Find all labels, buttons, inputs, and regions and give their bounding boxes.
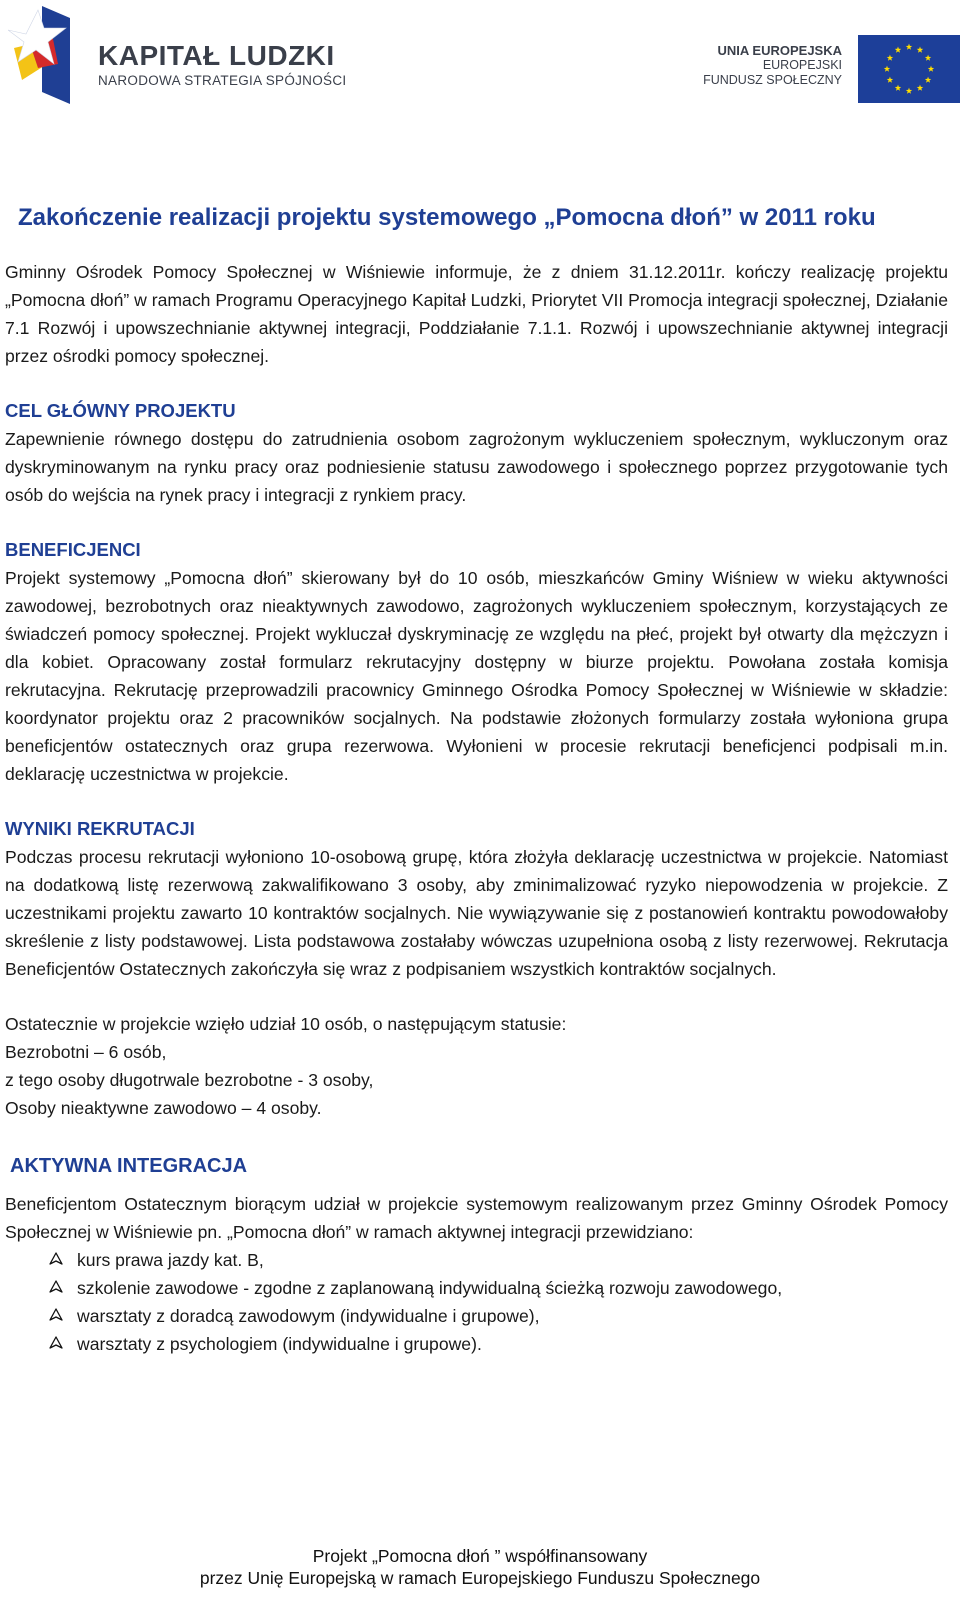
list-item-text: szkolenie zawodowe - zgodne z zaplanowaną indywidualną ścieżką rozwoju zawodowego, — [77, 1278, 783, 1298]
list-item-text: kurs prawa jazdy kat. B, — [77, 1250, 264, 1270]
eu-logo-line1: UNIA EUROPEJSKA — [717, 43, 842, 58]
eu-logo-line2: EUROPEJSKI — [762, 58, 842, 72]
page-footer — [0, 1545, 960, 1589]
eu-logo — [703, 33, 960, 105]
kapital-ludzki-logo-icon — [8, 4, 74, 108]
section-heading-beneficiaries: BENEFICJENCI — [5, 539, 141, 560]
beneficiaries-paragraph: Projekt systemowy „Pomocna dłoń” skierowany był do 10 osób, mieszkańców Gminy Wiśniew w wieku aktywności zawodowej, bezrobotnych oraz nieaktywnych zawodowo, zagrożonych wykluczeniem społecznym, korzystających ze świadczeń pomocy społecznej. Projekt wykluczał dyskryminację ze względu na płeć, projekt był otwarty dla mężczyzn i dla kobiet. Opracowany został formularz rekrutacyjny dostępny w biurze projektu. Powołana została komisja rekrutacyjna. Rekrutację przeprowadzili pracownicy Gminnego Ośrodka Pomocy Społecznej w Wiśniewie w składzie: koordynator projektu oraz 2 pracowników socjalnych. Na podstawie złożonych formularzy została wyłoniona grupa beneficjentów ostatecznych oraz grupa rezerwowa. Wyłonieni w procesie rekrutacji beneficjenci podpisali m.in. deklarację uczestnictwa w projekcie. — [5, 568, 948, 784]
integration-paragraph: Beneficjentom Ostatecznym biorącym udział w projekcie systemowym realizowanym przez Gminny Ośrodek Pomocy Społecznej w Wiśniewie pn. „Pomocna dłoń” w ramach aktywnej integracji przewidziano: — [5, 1194, 948, 1242]
section-heading-results: WYNIKI REKRUTACJI — [5, 818, 195, 839]
results-paragraph: Podczas procesu rekrutacji wyłoniono 10-osobową grupę, która złożyła deklarację uczestnictwa w projekcie. Natomiast na dodatkową listę rezerwową zakwalifikowano 3 osoby, aby zminimalizować ryzyko niepowodzenia w projekcie. Z uczestnikami projektu zawarto 10 kontraktów socjalnych. Nie wywiązywanie się z postanowień kontraktu powodowałoby skreślenie z listy podstawowej. Lista podstawowa zostałaby wówczas uzupełniona osobą z listy rezerwowej. Rekrutacja Beneficjentów Ostatecznych zakończyła się wraz z podpisaniem wszystkich kontraktów socjalnych. — [5, 847, 948, 979]
document-body — [5, 258, 948, 1358]
list-item — [49, 1274, 948, 1302]
list-item — [49, 1246, 948, 1274]
status-line: z tego osoby długotrwale bezrobotne - 3 osoby, — [5, 1070, 374, 1090]
list-item-text: warsztaty z psychologiem (indywidualne i grupowe). — [77, 1334, 482, 1354]
status-line: Ostatecznie w projekcie wzięło udział 10 osób, o następującym statusie: — [5, 1014, 567, 1034]
section-heading-goal: CEL GŁÓWNY PROJEKTU — [5, 400, 236, 421]
eu-logo-line3: FUNDUSZ SPOŁECZNY — [703, 73, 842, 87]
arrowhead-bullet-icon — [49, 1336, 63, 1350]
arrowhead-bullet-icon — [49, 1308, 63, 1322]
list-item — [49, 1330, 948, 1358]
footer-line2: przez Unię Europejską w ramach Europejskiego Funduszu Społecznego — [199, 1568, 761, 1588]
footer-line1: Projekt „Pomocna dłoń ” współfinansowany — [312, 1546, 648, 1566]
status-line: Bezrobotni – 6 osób, — [5, 1042, 167, 1062]
section-heading-integration: AKTYWNA INTEGRACJA — [10, 1155, 248, 1177]
status-line: Osoby nieaktywne zawodowo – 4 osoby. — [5, 1098, 322, 1118]
eu-flag-icon — [858, 35, 960, 103]
intro-paragraph: Gminny Ośrodek Pomocy Społecznej w Wiśniewie informuje, że z dniem 31.12.2011r. kończy realizację projektu „Pomocna dłoń” w ramach Programu Operacyjnego Kapitał Ludzki, Priorytet VII Promocja integracji społecznej, Działanie 7.1 Rozwój i upowszechnianie aktywnej integracji, Poddziałanie 7.1.1. Rozwój i upowszechnianie aktywnej integracji przez ośrodki pomocy społecznej. — [5, 262, 948, 366]
arrowhead-bullet-icon — [49, 1252, 63, 1266]
goal-paragraph: Zapewnienie równego dostępu do zatrudnienia osobom zagrożonym wykluczeniem społecznym, wykluczonym oraz dyskryminowanym na rynku pracy oraz podniesienie statusu zawodowego i społecznego poprzez przygotowanie tych osób do wejścia na rynek pracy i integracji z rynkiem pracy. — [5, 429, 948, 505]
list-item — [49, 1302, 948, 1330]
arrowhead-bullet-icon — [49, 1280, 63, 1294]
list-item-text: warsztaty z doradcą zawodowym (indywidualne i grupowe), — [77, 1306, 540, 1326]
kapital-ludzki-logo — [8, 4, 347, 108]
logo-subtitle: NARODOWA STRATEGIA SPÓJNOŚCI — [98, 73, 347, 88]
page-title: Zakończenie realizacji projektu systemowego „Pomocna dłoń” w 2011 roku — [18, 204, 876, 231]
eu-logo-text — [703, 43, 842, 88]
integration-list — [5, 1246, 948, 1358]
logo-title: KAPITAŁ LUDZKI — [98, 40, 335, 71]
